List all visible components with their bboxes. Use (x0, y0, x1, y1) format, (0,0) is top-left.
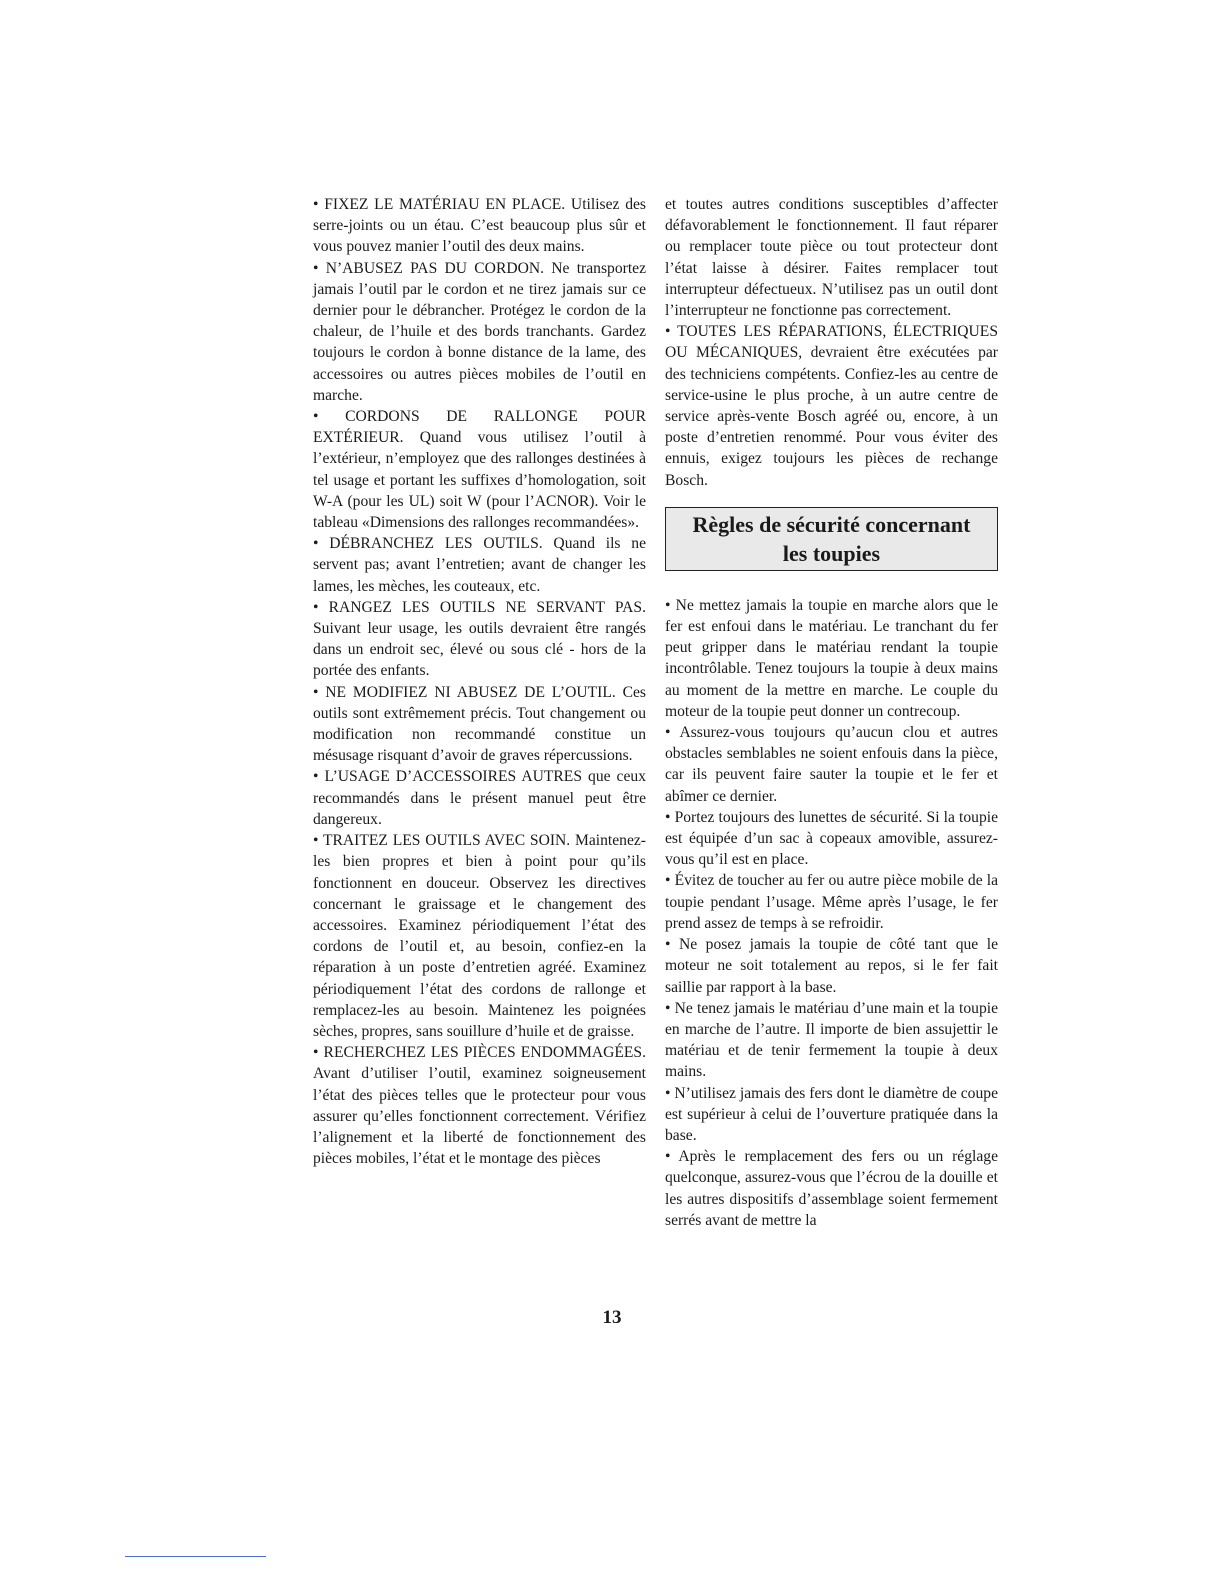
paragraph: et toutes autres conditions susceptibles d’affecter défavorablement le fonctionnement. Il faut réparer ou remplacer toute pièce ou tout protecteur dont l’état laisse à désirer. Faites remplacer tout interrupteur défectueux. N’utilisez pas un outil dont l’interrupteur ne fonctionne pas correctement. (665, 196, 998, 320)
section-title-line2: les toupies (782, 540, 881, 566)
section-title-line1: Règles de sécurité concernant (692, 511, 971, 537)
paragraph: • Assurez-vous toujours qu’aucun clou et autres obstacles semblables ne soient enfouis dans la pièce, car ils peuvent faire sauter la toupie et le fer et abîmer ce dernier. (665, 724, 998, 805)
paragraph: • N’utilisez jamais des fers dont le diamètre de coupe est supérieur à celui de l’ouverture pratiquée dans la base. (665, 1084, 998, 1144)
paragraph: • N’ABUSEZ PAS DU CORDON. Ne transportez jamais l’outil par le cordon et ne tirez jamais sur ce dernier pour le débrancher. Protégez le cordon de la chaleur, de l’huile et des bords tranchants. Gardez toujours le cordon à bonne distance de la lame, des accessoires ou autres pièces mobiles de l’outil en marche. (313, 259, 646, 404)
paragraph: • CORDONS DE RALLONGE POUR EXTÉRIEUR. Quand vous utilisez l’outil à l’extérieur, n’employez que des rallonges destinées à tel usage et portant les suffixes d’homologation, soit W-A (pour les UL) soit W (pour l’ACNOR). Voir le tableau «Dimensions des rallonges recommandées». (313, 408, 646, 532)
paragraph: • TRAITEZ LES OUTILS AVEC SOIN. Maintenez-les bien propres et bien à point pour qu’ils fonctionnent en douceur. Observez les directives concernant le graissage et le changement des accessoires. Examinez périodiquement l’état des cordons de l’outil et, au besoin, confiez-en la réparation à un poste d’entretien agréé. Examinez périodiquement l’état des cordons de rallonge et remplacez-les au besoin. Maintenez les poignées sèches, propres, sans souillure d’huile et de graisse. (313, 832, 646, 1040)
paragraph: • Ne tenez jamais le matériau d’une main et la toupie en marche de l’autre. Il importe de bien assujettir le matériau et de tenir fermement la toupie à deux mains. (665, 999, 998, 1081)
paragraph: • TOUTES LES RÉPARATIONS, ÉLECTRIQUES OU MÉCANIQUES, devraient être exécutées par des techniciens compétents. Confiez-les au centre de service-usine le plus proche, à un autre centre de service après-vente Bosch agréé ou, encore, à un poste d’entretien renommé. Pour vous éviter des ennuis, exigez toujours les pièces de rechange Bosch. (665, 323, 998, 489)
paragraph: • FIXEZ LE MATÉRIAU EN PLACE. Utilisez des serre-joints ou un étau. C’est beaucoup plus sûr et vous pouvez manier l’outil des deux mains. (313, 196, 646, 256)
paragraph: • L’USAGE D’ACCESSOIRES AUTRES que ceux recommandés dans le présent manuel peut être dangereux. (313, 768, 646, 828)
left-column (313, 194, 646, 1169)
paragraph: • Après le remplacement des fers ou un réglage quelconque, assurez-vous que l’écrou de la douille et les autres dispositifs d’assemblage soient fermement serrés avant de mettre la (665, 1148, 998, 1229)
paragraph: • Ne posez jamais la toupie de côté tant que le moteur ne soit totalement au repos, si le fer fait saillie par rapport à la base. (665, 936, 998, 996)
page-number: 13 (602, 1307, 622, 1328)
paragraph: • RANGEZ LES OUTILS NE SERVANT PAS. Suivant leur usage, les outils devraient être rangés dans un endroit sec, élevé ou sous clé - hors de la portée des enfants. (313, 598, 646, 680)
section-title-box (665, 507, 998, 571)
paragraph: • NE MODIFIEZ NI ABUSEZ DE L’OUTIL. Ces outils sont extrêmement précis. Tout changement ou modification non recommandé constitue un mésusage risquant d’avoir de graves répercussions. (313, 683, 646, 765)
right-column (665, 194, 998, 1231)
paragraph: • Ne mettez jamais la toupie en marche alors que le fer est enfoui dans le matériau. Le tranchant du fer peut gripper dans le matériau rendant la toupie incontrôlable. Tenez toujours la toupie à deux mains au moment de la mettre en marche. Le couple du moteur de la toupie peut donner un contrecoup. (665, 596, 998, 720)
paragraph: • Portez toujours des lunettes de sécurité. Si la toupie est équipée d’un sac à copeaux amovible, assurez-vous qu’il est en place. (665, 808, 998, 869)
paragraph: • Évitez de toucher au fer ou autre pièce mobile de la toupie pendant l’usage. Même après l’usage, le fer prend assez de temps à se refroidir. (665, 872, 998, 932)
footer-rule (125, 1556, 266, 1557)
paragraph: • RECHERCHEZ LES PIÈCES ENDOMMAGÉES. Avant d’utiliser l’outil, examinez soigneusement l’état des pièces telles que le protecteur pour vous assurer qu’elles fonctionnent correctement. Vérifiez l’alignement et la liberté de fonctionnement des pièces mobiles, l’état et le montage des pièces (313, 1044, 646, 1168)
paragraph: • DÉBRANCHEZ LES OUTILS. Quand ils ne servent pas; avant l’entretien; avant de changer les lames, les mèches, les couteaux, etc. (313, 535, 646, 595)
